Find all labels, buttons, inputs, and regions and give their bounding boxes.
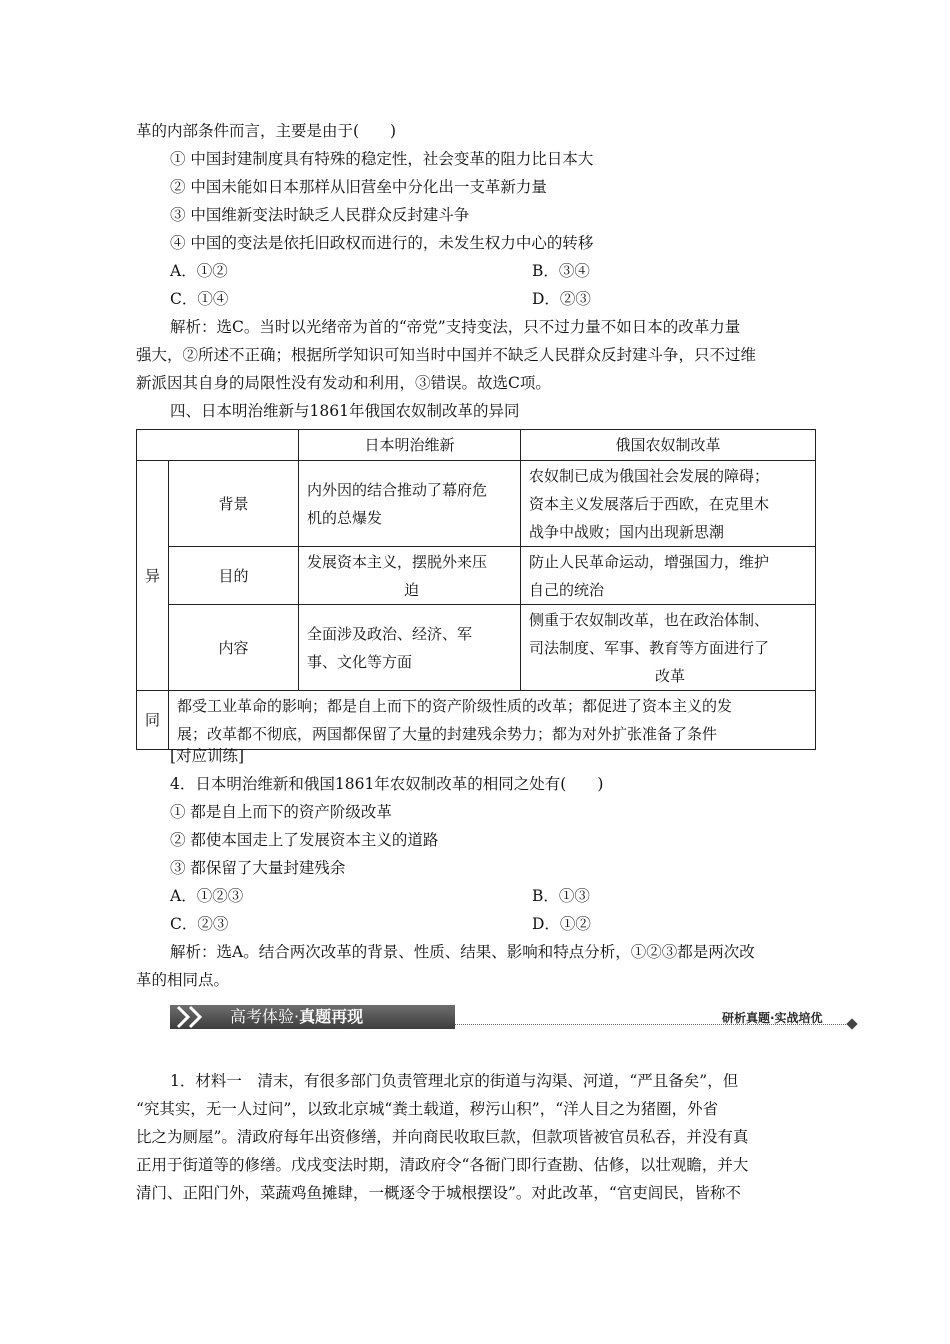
cell-line: 战争中战败；国内出现新思潮	[529, 522, 725, 541]
cell-line: 资本主义发展落后于西欧，在克里木	[529, 494, 770, 513]
material-line: 1．材料一 清末，有很多部门负责管理北京的街道与沟渠、河道，“严且备矣”，但	[170, 1072, 739, 1090]
explanation-line: 解析：选A。结合两次改革的背景、性质、结果、影响和特点分析，①②③都是两次改	[170, 943, 755, 961]
table-row	[137, 605, 816, 691]
table-row	[137, 461, 816, 547]
option-a: A．①②	[170, 262, 228, 280]
banner-subtitle: 研析真题·实战培优	[722, 1011, 823, 1025]
row-label: 目的	[169, 547, 299, 605]
table-row	[137, 691, 816, 750]
banner-title	[230, 1006, 363, 1028]
option-c: C．②③	[170, 915, 229, 933]
question-4: 4．日本明治维新和俄国1861年农奴制改革的相同之处有( )	[170, 775, 604, 793]
japan-cell	[299, 605, 521, 691]
header-russia: 俄国农奴制改革	[521, 430, 816, 461]
same-label: 同	[137, 691, 169, 750]
banner-highlight: 真题再现	[299, 1007, 364, 1026]
double-chevron-icon	[172, 1005, 216, 1029]
statement-3: ③ 中国维新变法时缺乏人民群众反封建斗争	[170, 206, 470, 224]
cell-line: 农奴制已成为俄国社会发展的障碍；	[529, 466, 770, 485]
japan-cell	[299, 547, 521, 605]
table-row	[137, 547, 816, 605]
cell-line: 司法制度、军事、教育等方面进行了	[529, 638, 770, 657]
row-label: 内容	[169, 605, 299, 691]
statement-4: ④ 中国的变法是依托旧政权而进行的，未发生权力中心的转移	[170, 234, 594, 252]
russia-cell	[521, 461, 816, 547]
explanation-line: 解析：选C。当时以光绪帝为首的“帝党”支持变法，只不过力量不如日本的改革力量	[170, 318, 741, 336]
table-corner-cell	[137, 430, 299, 461]
japan-cell	[299, 461, 521, 547]
text-line: 革的内部条件而言，主要是由于( )	[136, 122, 397, 140]
training-heading: [对应训练]	[170, 747, 245, 765]
material-line: 清门、正阳门外，菜蔬鸡鱼摊肆，一概逐令于城根摆设”。对此改革，“官吏闾民，皆称不	[136, 1184, 741, 1202]
banner-title-text: 高考体验·	[230, 1007, 300, 1026]
cell-line: 侧重于农奴制改革，也在政治体制、	[529, 610, 770, 629]
statement-2: ② 中国未能如日本那样从旧营垒中分化出一支革新力量	[170, 178, 547, 196]
explanation-line: 革的相同点。	[136, 971, 230, 989]
row-label: 背景	[169, 461, 299, 547]
same-cell	[169, 691, 816, 750]
cell-line: 都受工业革命的影响；都是自上而下的资产阶级性质的改革；都促进了资本主义的发	[177, 697, 733, 715]
explanation-line: 强大，②所述不正确；根据所学知识可知当时中国并不缺乏人民群众反封建斗争，只不过维	[136, 346, 757, 364]
statement-3: ③ 都保留了大量封建残余	[170, 859, 346, 877]
russia-cell	[521, 547, 816, 605]
cell-line: 事、文化等方面	[307, 652, 413, 671]
option-d: D．①②	[532, 915, 591, 933]
cell-line: 内外因的结合推动了幕府危	[307, 480, 488, 499]
cell-line: 改革	[654, 666, 685, 685]
cell-line: 自己的统治	[529, 580, 605, 599]
diamond-icon	[846, 1018, 857, 1029]
cell-line: 展；改革都不彻底，两国都保留了大量的封建残余势力；都为对外扩张准备了条件	[177, 725, 718, 743]
option-d: D．②③	[532, 290, 591, 308]
explanation-line: 新派因其自身的局限性没有发动和利用，③错误。故选C项。	[136, 374, 551, 392]
statement-2: ② 都使本国走上了发展资本主义的道路	[170, 831, 439, 849]
option-a: A．①②③	[170, 887, 244, 905]
section-heading: 四、日本明治维新与1861年俄国农奴制改革的异同	[170, 402, 520, 420]
cell-line: 防止人民革命运动，增强国力，维护	[529, 552, 770, 571]
cell-line: 迫	[403, 580, 419, 599]
cell-line: 发展资本主义，摆脱外来压	[307, 552, 488, 571]
statement-1: ① 都是自上而下的资产阶级改革	[170, 803, 392, 821]
option-b: B．③④	[532, 262, 590, 280]
material-line: 正用于街道等的修缮。戊戌变法时期，清政府令“各衙门即行查勘、估修，以壮观瞻，并大	[136, 1156, 749, 1174]
diff-label: 异	[137, 461, 169, 691]
header-japan: 日本明治维新	[299, 430, 521, 461]
comparison-table	[136, 429, 816, 750]
option-b: B．①③	[532, 887, 590, 905]
statement-1: ① 中国封建制度具有特殊的稳定性，社会变革的阻力比日本大	[170, 150, 594, 168]
russia-cell	[521, 605, 816, 691]
table-header-row	[137, 430, 816, 461]
option-c: C．①④	[170, 290, 229, 308]
cell-line: 全面涉及政治、经济、军	[307, 624, 473, 643]
material-line: 比之为厕屋”。清政府每年出资修缮，并向商民收取巨款，但款项皆被官员私吞，并没有真	[136, 1128, 749, 1146]
cell-line: 机的总爆发	[307, 508, 383, 527]
material-line: “究其实，无一人过问”，以致北京城“粪土载道，秽污山积”，“洋人目之为猪圈，外省	[136, 1100, 719, 1118]
